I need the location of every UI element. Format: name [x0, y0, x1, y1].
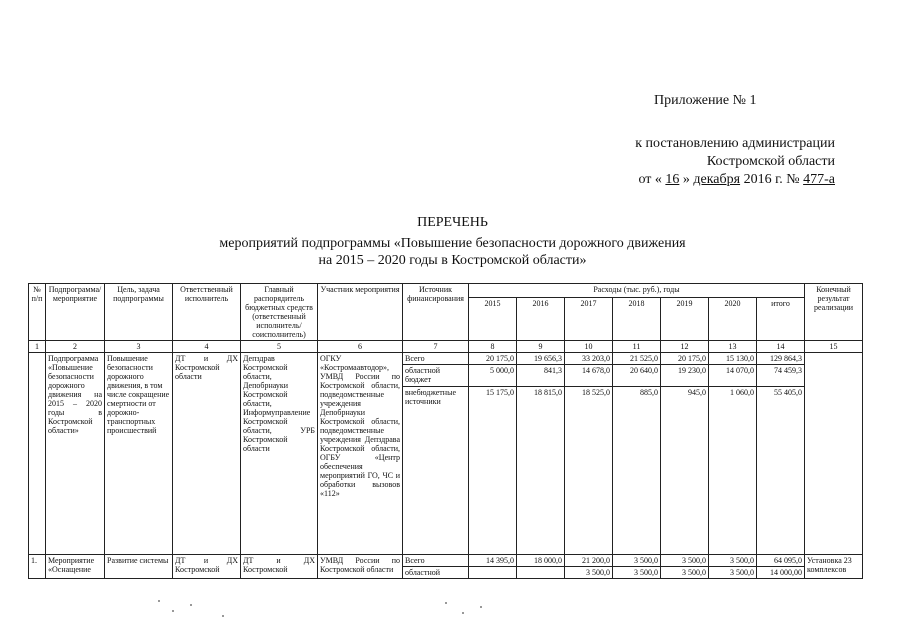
measure-manager: ДТ и ДХ Костромской	[241, 555, 318, 579]
date-prefix: от «	[638, 172, 662, 187]
value-cell: 3 500,0	[565, 567, 613, 579]
total-cell: 64 095,0	[757, 555, 805, 567]
source-cell: областной бюджет	[403, 365, 469, 387]
value-cell: 5 000,0	[469, 365, 517, 387]
decree-date-line	[635, 171, 835, 189]
value-cell: 3 500,0	[613, 555, 661, 567]
column-number-row	[29, 341, 863, 353]
document-subtitle-2: на 2015 – 2020 годы в Костромской области»	[318, 253, 587, 268]
header-year-2017: 2017	[565, 297, 613, 340]
measure-executor: ДТ и ДХ Костромской	[173, 555, 241, 579]
decree-line-2: Костромской области	[706, 154, 835, 169]
scan-speck	[462, 612, 464, 614]
measure-participant: УМВД России по Костромской области	[318, 555, 403, 579]
header-manager: Главный распорядитель бюджетных средств (ответственный исполнитель/ соисполнитель)	[241, 284, 318, 341]
value-cell: 21 200,0	[565, 555, 613, 567]
header-subprogram: Подпрограмма/ мероприятие	[46, 284, 105, 341]
value-cell: 21 525,0	[613, 353, 661, 365]
decree-reference	[635, 135, 835, 189]
source-cell: Всего	[403, 555, 469, 567]
header-year-2015: 2015	[469, 297, 517, 340]
column-number: 7	[403, 341, 469, 353]
source-cell: областной	[403, 567, 469, 579]
source-cell: внебюджетные источники	[403, 387, 469, 555]
scan-speck	[190, 604, 192, 606]
column-number: 1	[29, 341, 46, 353]
subprogram-manager: Депздрав Костромской области, Депобрнауки Костромской области, Информуправление Костромской области, УРБ Костромской области	[241, 353, 318, 555]
value-cell: 1 060,0	[709, 387, 757, 555]
value-cell: 841,3	[517, 365, 565, 387]
date-month: декабря	[693, 172, 741, 187]
value-cell: 3 500,0	[661, 555, 709, 567]
scan-speck	[158, 600, 160, 602]
header-result: Конечный результат реализации	[805, 284, 863, 341]
value-cell: 14 678,0	[565, 365, 613, 387]
value-cell	[469, 567, 517, 579]
value-cell: 19 230,0	[661, 365, 709, 387]
value-cell: 14 395,0	[469, 555, 517, 567]
column-number: 14	[757, 341, 805, 353]
table-row	[29, 555, 863, 567]
date-year: 2016 г. №	[743, 172, 800, 187]
document-subtitle-1: мероприятий подпрограммы «Повышение безопасности дорожного движения	[219, 236, 686, 251]
column-number: 9	[517, 341, 565, 353]
value-cell: 18 525,0	[565, 387, 613, 555]
subprogram-result	[805, 353, 863, 555]
column-number: 10	[565, 341, 613, 353]
column-number: 15	[805, 341, 863, 353]
header-row-1	[29, 284, 863, 298]
column-number: 8	[469, 341, 517, 353]
decree-line-1: к постановлению администрации	[635, 136, 835, 151]
value-cell: 3 500,0	[709, 555, 757, 567]
measures-table	[28, 283, 863, 579]
column-number: 4	[173, 341, 241, 353]
value-cell: 20 175,0	[469, 353, 517, 365]
column-number: 12	[661, 341, 709, 353]
value-cell: 14 070,0	[709, 365, 757, 387]
column-number: 2	[46, 341, 105, 353]
column-number: 6	[318, 341, 403, 353]
scan-speck	[172, 610, 174, 612]
column-number: 13	[709, 341, 757, 353]
header-expenses: Расходы (тыс. руб.), годы	[469, 284, 805, 298]
header-goal: Цель, задача подпрограммы	[105, 284, 173, 341]
appendix-title: Приложение № 1	[654, 93, 757, 108]
header-source: Источник финансирования	[403, 284, 469, 341]
header-year-2019: 2019	[661, 297, 709, 340]
subprogram-name: Подпрограмма «Повышение безопасности дорожного движения на 2015 – 2020 годы в Костромской области»	[46, 353, 105, 555]
source-cell: Всего	[403, 353, 469, 365]
total-cell: 129 864,3	[757, 353, 805, 365]
value-cell: 15 130,0	[709, 353, 757, 365]
measure-name: Мероприятие «Оснащение	[46, 555, 105, 579]
document-title: ПЕРЕЧЕНЬ	[417, 215, 488, 230]
header-participant: Участник мероприятия	[318, 284, 403, 341]
value-cell: 20 175,0	[661, 353, 709, 365]
measure-no: 1.	[29, 555, 46, 579]
decree-number: 477-а	[803, 172, 835, 187]
header-executor: Ответственный исполнитель	[173, 284, 241, 341]
measure-result: Установка 23 комплексов	[805, 555, 863, 579]
value-cell: 3 500,0	[709, 567, 757, 579]
scan-speck	[480, 606, 482, 608]
column-number: 3	[105, 341, 173, 353]
value-cell: 3 500,0	[613, 567, 661, 579]
total-cell: 74 459,3	[757, 365, 805, 387]
scan-speck	[445, 602, 447, 604]
value-cell: 885,0	[613, 387, 661, 555]
subprogram-no	[29, 353, 46, 555]
column-number: 5	[241, 341, 318, 353]
value-cell: 945,0	[661, 387, 709, 555]
value-cell	[517, 567, 565, 579]
table-row	[29, 353, 863, 365]
total-cell: 14 000,00	[757, 567, 805, 579]
value-cell: 18 815,0	[517, 387, 565, 555]
value-cell: 20 640,0	[613, 365, 661, 387]
value-cell: 18 000,0	[517, 555, 565, 567]
date-mid: »	[682, 172, 690, 187]
total-cell: 55 405,0	[757, 387, 805, 555]
header-year-2016: 2016	[517, 297, 565, 340]
header-year-2018: 2018	[613, 297, 661, 340]
value-cell: 33 203,0	[565, 353, 613, 365]
date-day: 16	[665, 172, 680, 187]
measure-goal: Развитие системы	[105, 555, 173, 579]
scan-speck	[222, 615, 224, 617]
subprogram-goal: Повышение безопасности дорожного движения, в том числе сокращение смертности от дорожно-транспортных происшествий	[105, 353, 173, 555]
column-number: 11	[613, 341, 661, 353]
value-cell: 19 656,3	[517, 353, 565, 365]
subprogram-executor: ДТ и ДХ Костромской области	[173, 353, 241, 555]
header-no: № п/п	[29, 284, 46, 341]
value-cell: 15 175,0	[469, 387, 517, 555]
header-total: итого	[757, 297, 805, 340]
subprogram-participant: ОГКУ «Костромаавтодор», УМВД России по Костромской области, подведомственные учреждения Депобрнауки Костромской области, подведомственные учреждения Депздрава Костромской области, ОГБУ «Центр обеспечения мероприятий ГО, ЧС и обработки вызовов «112»	[318, 353, 403, 555]
header-year-2020: 2020	[709, 297, 757, 340]
value-cell: 3 500,0	[661, 567, 709, 579]
